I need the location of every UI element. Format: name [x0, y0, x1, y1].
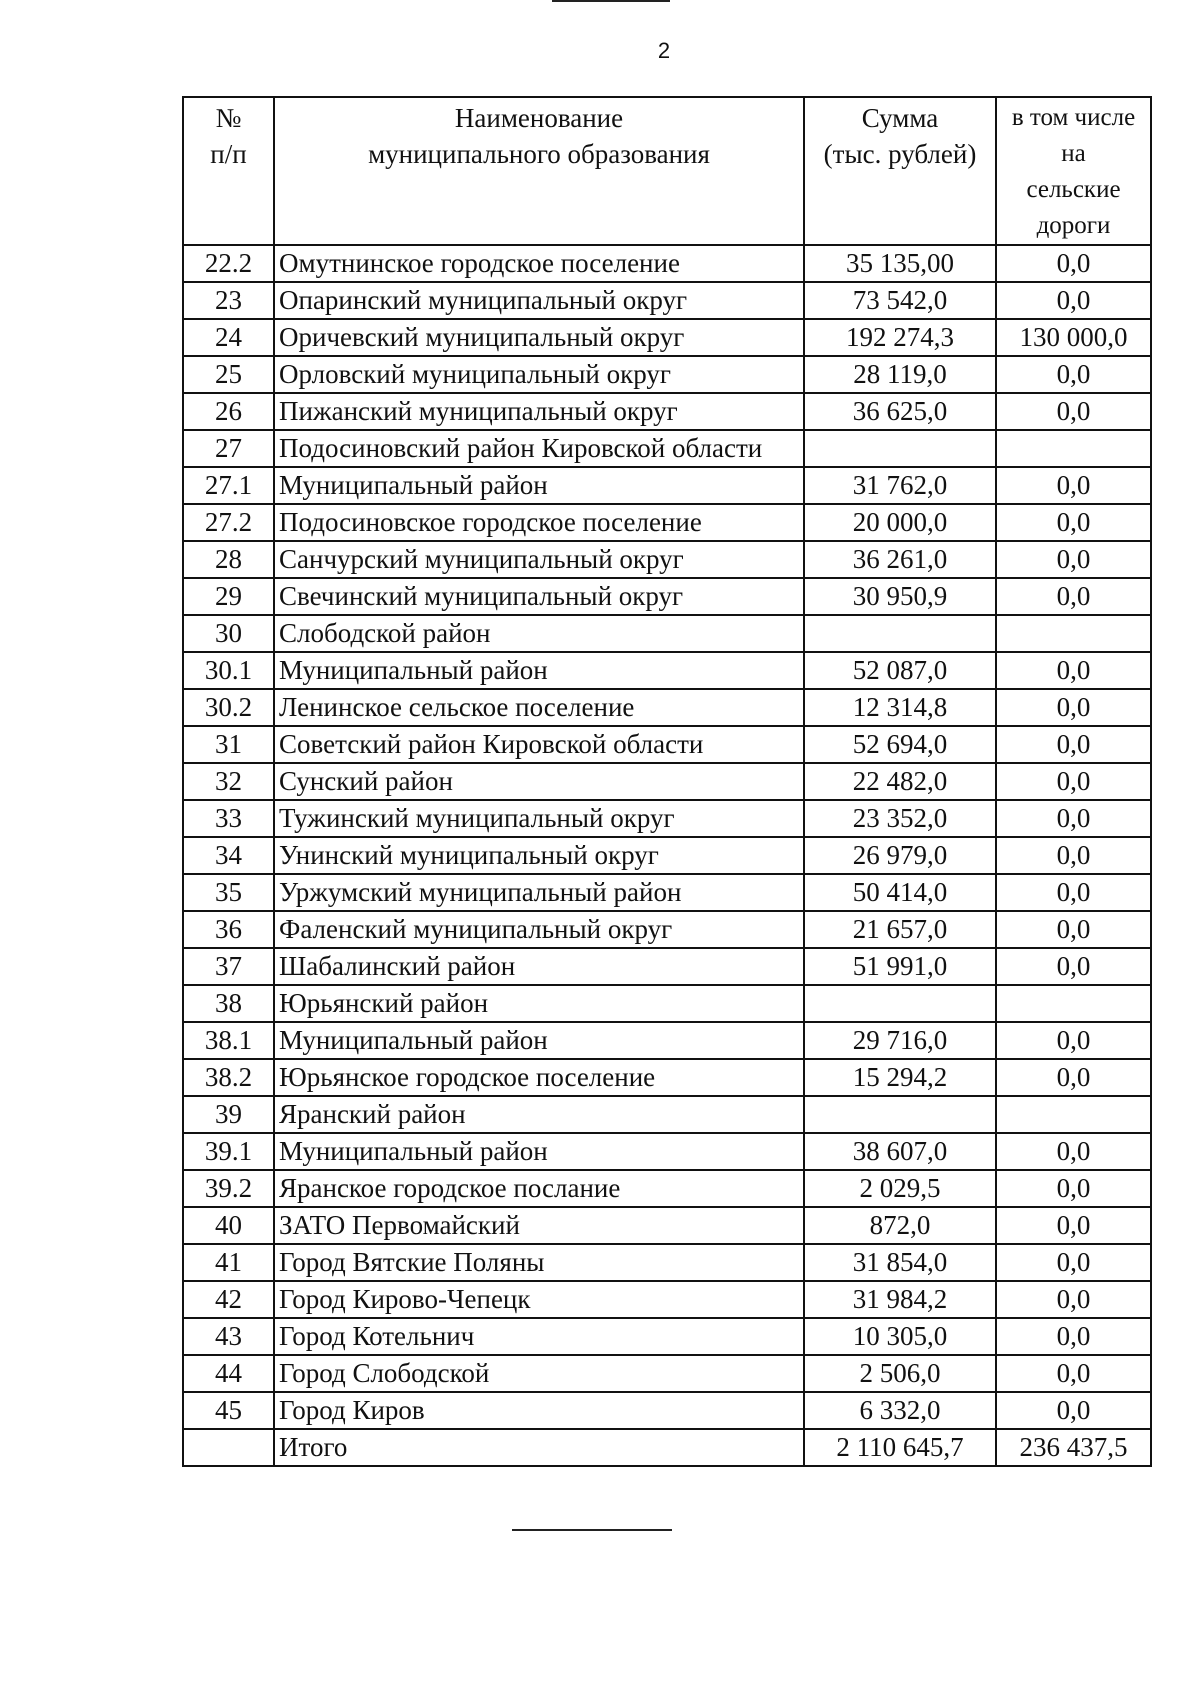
header-sum-line: (тыс. рублей) [823, 139, 977, 169]
cell-sum: 35 135,00 [804, 245, 996, 282]
table-row [183, 763, 1151, 800]
cell-name: Юрьянский район [274, 985, 804, 1022]
cell-roads: 0,0 [996, 282, 1151, 319]
cell-num: 25 [183, 356, 274, 393]
cell-sum [804, 1096, 996, 1133]
cell-num: 41 [183, 1244, 274, 1281]
table-row [183, 726, 1151, 763]
cell-num: 43 [183, 1318, 274, 1355]
table-row [183, 874, 1151, 911]
header-name-line: Наименование [454, 103, 624, 133]
header-num-line: № [215, 103, 242, 133]
cell-name: Оричевский муниципальный округ [274, 319, 804, 356]
header-roads-line: сельские [1026, 176, 1121, 203]
header-roads-line: дороги [1036, 212, 1111, 239]
cell-name: Сунский район [274, 763, 804, 800]
cell-roads [996, 985, 1151, 1022]
cell-roads: 0,0 [996, 1281, 1151, 1318]
cell-name: Ленинское сельское поселение [274, 689, 804, 726]
table-row [183, 1318, 1151, 1355]
table-row [183, 1133, 1151, 1170]
table-row [183, 393, 1151, 430]
cell-num: 38.1 [183, 1022, 274, 1059]
cell-roads: 0,0 [996, 393, 1151, 430]
cell-name: Советский район Кировской области [274, 726, 804, 763]
cell-roads [996, 430, 1151, 467]
table-row [183, 1355, 1151, 1392]
table-row [183, 615, 1151, 652]
cell-num: 29 [183, 578, 274, 615]
cell-name: Тужинский муниципальный округ [274, 800, 804, 837]
cell-roads: 0,0 [996, 1022, 1151, 1059]
table-row [183, 652, 1151, 689]
cell-num: 33 [183, 800, 274, 837]
cell-roads: 0,0 [996, 578, 1151, 615]
cell-name: Орловский муниципальный округ [274, 356, 804, 393]
cell-name: Санчурский муниципальный округ [274, 541, 804, 578]
header-roads [996, 97, 1151, 245]
cell-name: Слободской район [274, 615, 804, 652]
cell-roads: 0,0 [996, 467, 1151, 504]
cell-num: 27.2 [183, 504, 274, 541]
header-sum-line: Сумма [861, 103, 939, 133]
cell-num: 23 [183, 282, 274, 319]
table-row [183, 911, 1151, 948]
cell-num: 30.1 [183, 652, 274, 689]
header-num [183, 97, 274, 245]
cell-name: Унинский муниципальный округ [274, 837, 804, 874]
cell-sum: 31 984,2 [804, 1281, 996, 1318]
cell-num: 42 [183, 1281, 274, 1318]
cell-sum: 50 414,0 [804, 874, 996, 911]
cell-sum: 23 352,0 [804, 800, 996, 837]
cell-num: 27 [183, 430, 274, 467]
cell-roads: 0,0 [996, 763, 1151, 800]
cell-num: 30 [183, 615, 274, 652]
cell-name: Юрьянское городское поселение [274, 1059, 804, 1096]
table-row [183, 578, 1151, 615]
cell-name: Муниципальный район [274, 652, 804, 689]
cell-sum: 20 000,0 [804, 504, 996, 541]
cell-sum: 872,0 [804, 1207, 996, 1244]
cell-roads: 0,0 [996, 874, 1151, 911]
top-rule [552, 0, 670, 2]
cell-num: 38.2 [183, 1059, 274, 1096]
cell-sum: 2 110 645,7 [804, 1429, 996, 1466]
header-sum [804, 97, 996, 245]
cell-num: 38 [183, 985, 274, 1022]
cell-roads: 130 000,0 [996, 319, 1151, 356]
cell-num [183, 1429, 274, 1466]
cell-roads: 0,0 [996, 1059, 1151, 1096]
cell-roads [996, 1096, 1151, 1133]
cell-num: 28 [183, 541, 274, 578]
cell-sum: 38 607,0 [804, 1133, 996, 1170]
cell-roads: 0,0 [996, 504, 1151, 541]
cell-roads: 0,0 [996, 245, 1151, 282]
cell-num: 39 [183, 1096, 274, 1133]
cell-roads: 0,0 [996, 1244, 1151, 1281]
table-row [183, 1392, 1151, 1429]
cell-sum: 73 542,0 [804, 282, 996, 319]
table-row [183, 837, 1151, 874]
cell-num: 36 [183, 911, 274, 948]
table-row [183, 282, 1151, 319]
cell-sum: 2 029,5 [804, 1170, 996, 1207]
cell-roads: 0,0 [996, 652, 1151, 689]
cell-sum: 2 506,0 [804, 1355, 996, 1392]
table-row [183, 1281, 1151, 1318]
header-num-line: п/п [210, 139, 247, 169]
table-row [183, 356, 1151, 393]
table-body [183, 245, 1151, 1466]
cell-roads: 0,0 [996, 1170, 1151, 1207]
header-name-line: муниципального образования [368, 139, 710, 169]
table-row [183, 689, 1151, 726]
cell-sum: 28 119,0 [804, 356, 996, 393]
cell-name: Омутнинское городское поселение [274, 245, 804, 282]
cell-sum: 10 305,0 [804, 1318, 996, 1355]
cell-num: 35 [183, 874, 274, 911]
cell-sum: 52 087,0 [804, 652, 996, 689]
cell-roads: 0,0 [996, 1133, 1151, 1170]
table-row [183, 800, 1151, 837]
cell-name: Муниципальный район [274, 1133, 804, 1170]
cell-num: 32 [183, 763, 274, 800]
cell-roads: 0,0 [996, 1318, 1151, 1355]
cell-num: 39.2 [183, 1170, 274, 1207]
header-roads-line: в том числе [1011, 104, 1136, 131]
cell-sum [804, 985, 996, 1022]
cell-roads [996, 615, 1151, 652]
cell-name: Город Слободской [274, 1355, 804, 1392]
cell-sum: 15 294,2 [804, 1059, 996, 1096]
cell-roads: 0,0 [996, 689, 1151, 726]
cell-name: Свечинский муниципальный округ [274, 578, 804, 615]
cell-sum: 31 854,0 [804, 1244, 996, 1281]
allocation-table [182, 96, 1152, 1467]
cell-name: Пижанский муниципальный округ [274, 393, 804, 430]
cell-name: Опаринский муниципальный округ [274, 282, 804, 319]
cell-name: Яранский район [274, 1096, 804, 1133]
cell-sum [804, 615, 996, 652]
cell-name: Фаленский муниципальный округ [274, 911, 804, 948]
cell-num: 22.2 [183, 245, 274, 282]
bottom-rule [512, 1529, 672, 1531]
cell-name: Город Кирово-Чепецк [274, 1281, 804, 1318]
cell-num: 34 [183, 837, 274, 874]
cell-num: 30.2 [183, 689, 274, 726]
cell-num: 24 [183, 319, 274, 356]
cell-roads: 0,0 [996, 726, 1151, 763]
table-row [183, 467, 1151, 504]
cell-roads: 0,0 [996, 1207, 1151, 1244]
cell-name: Шабалинский район [274, 948, 804, 985]
cell-sum: 12 314,8 [804, 689, 996, 726]
cell-sum: 36 261,0 [804, 541, 996, 578]
page-number: 2 [657, 38, 671, 63]
cell-sum: 22 482,0 [804, 763, 996, 800]
header-roads-line: на [1061, 140, 1086, 167]
cell-num: 39.1 [183, 1133, 274, 1170]
table-row [183, 504, 1151, 541]
table-row [183, 319, 1151, 356]
cell-name: Подосиновское городское поселение [274, 504, 804, 541]
cell-num: 37 [183, 948, 274, 985]
cell-sum [804, 430, 996, 467]
cell-name: Город Киров [274, 1392, 804, 1429]
cell-name: Подосиновский район Кировской области [274, 430, 804, 467]
cell-name: Яранское городское послание [274, 1170, 804, 1207]
cell-roads: 0,0 [996, 1392, 1151, 1429]
cell-num: 31 [183, 726, 274, 763]
cell-name: Город Котельнич [274, 1318, 804, 1355]
table-row [183, 1059, 1151, 1096]
table-row [183, 430, 1151, 467]
cell-num: 26 [183, 393, 274, 430]
table-row [183, 985, 1151, 1022]
cell-sum: 31 762,0 [804, 467, 996, 504]
cell-num: 45 [183, 1392, 274, 1429]
cell-name: Уржумский муниципальный район [274, 874, 804, 911]
table-row [183, 1170, 1151, 1207]
cell-name: Муниципальный район [274, 1022, 804, 1059]
cell-sum: 51 991,0 [804, 948, 996, 985]
table-row [183, 1207, 1151, 1244]
table-row [183, 1022, 1151, 1059]
cell-name: ЗАТО Первомайский [274, 1207, 804, 1244]
cell-roads: 0,0 [996, 1355, 1151, 1392]
cell-num: 27.1 [183, 467, 274, 504]
cell-roads: 0,0 [996, 356, 1151, 393]
cell-roads: 0,0 [996, 837, 1151, 874]
cell-roads: 0,0 [996, 800, 1151, 837]
cell-sum: 52 694,0 [804, 726, 996, 763]
cell-roads: 236 437,5 [996, 1429, 1151, 1466]
header-name [274, 97, 804, 245]
cell-sum: 30 950,9 [804, 578, 996, 615]
cell-sum: 36 625,0 [804, 393, 996, 430]
cell-name: Город Вятские Поляны [274, 1244, 804, 1281]
cell-roads: 0,0 [996, 911, 1151, 948]
cell-name: Муниципальный район [274, 467, 804, 504]
table-row [183, 1244, 1151, 1281]
cell-sum: 29 716,0 [804, 1022, 996, 1059]
table-row [183, 1096, 1151, 1133]
table-row [183, 948, 1151, 985]
cell-roads: 0,0 [996, 541, 1151, 578]
cell-name: Итого [274, 1429, 804, 1466]
cell-roads: 0,0 [996, 948, 1151, 985]
cell-sum: 26 979,0 [804, 837, 996, 874]
cell-sum: 192 274,3 [804, 319, 996, 356]
cell-sum: 21 657,0 [804, 911, 996, 948]
table-row [183, 1429, 1151, 1466]
table-row [183, 245, 1151, 282]
table-header-row [183, 97, 1151, 245]
table-row [183, 541, 1151, 578]
cell-sum: 6 332,0 [804, 1392, 996, 1429]
cell-num: 40 [183, 1207, 274, 1244]
cell-num: 44 [183, 1355, 274, 1392]
